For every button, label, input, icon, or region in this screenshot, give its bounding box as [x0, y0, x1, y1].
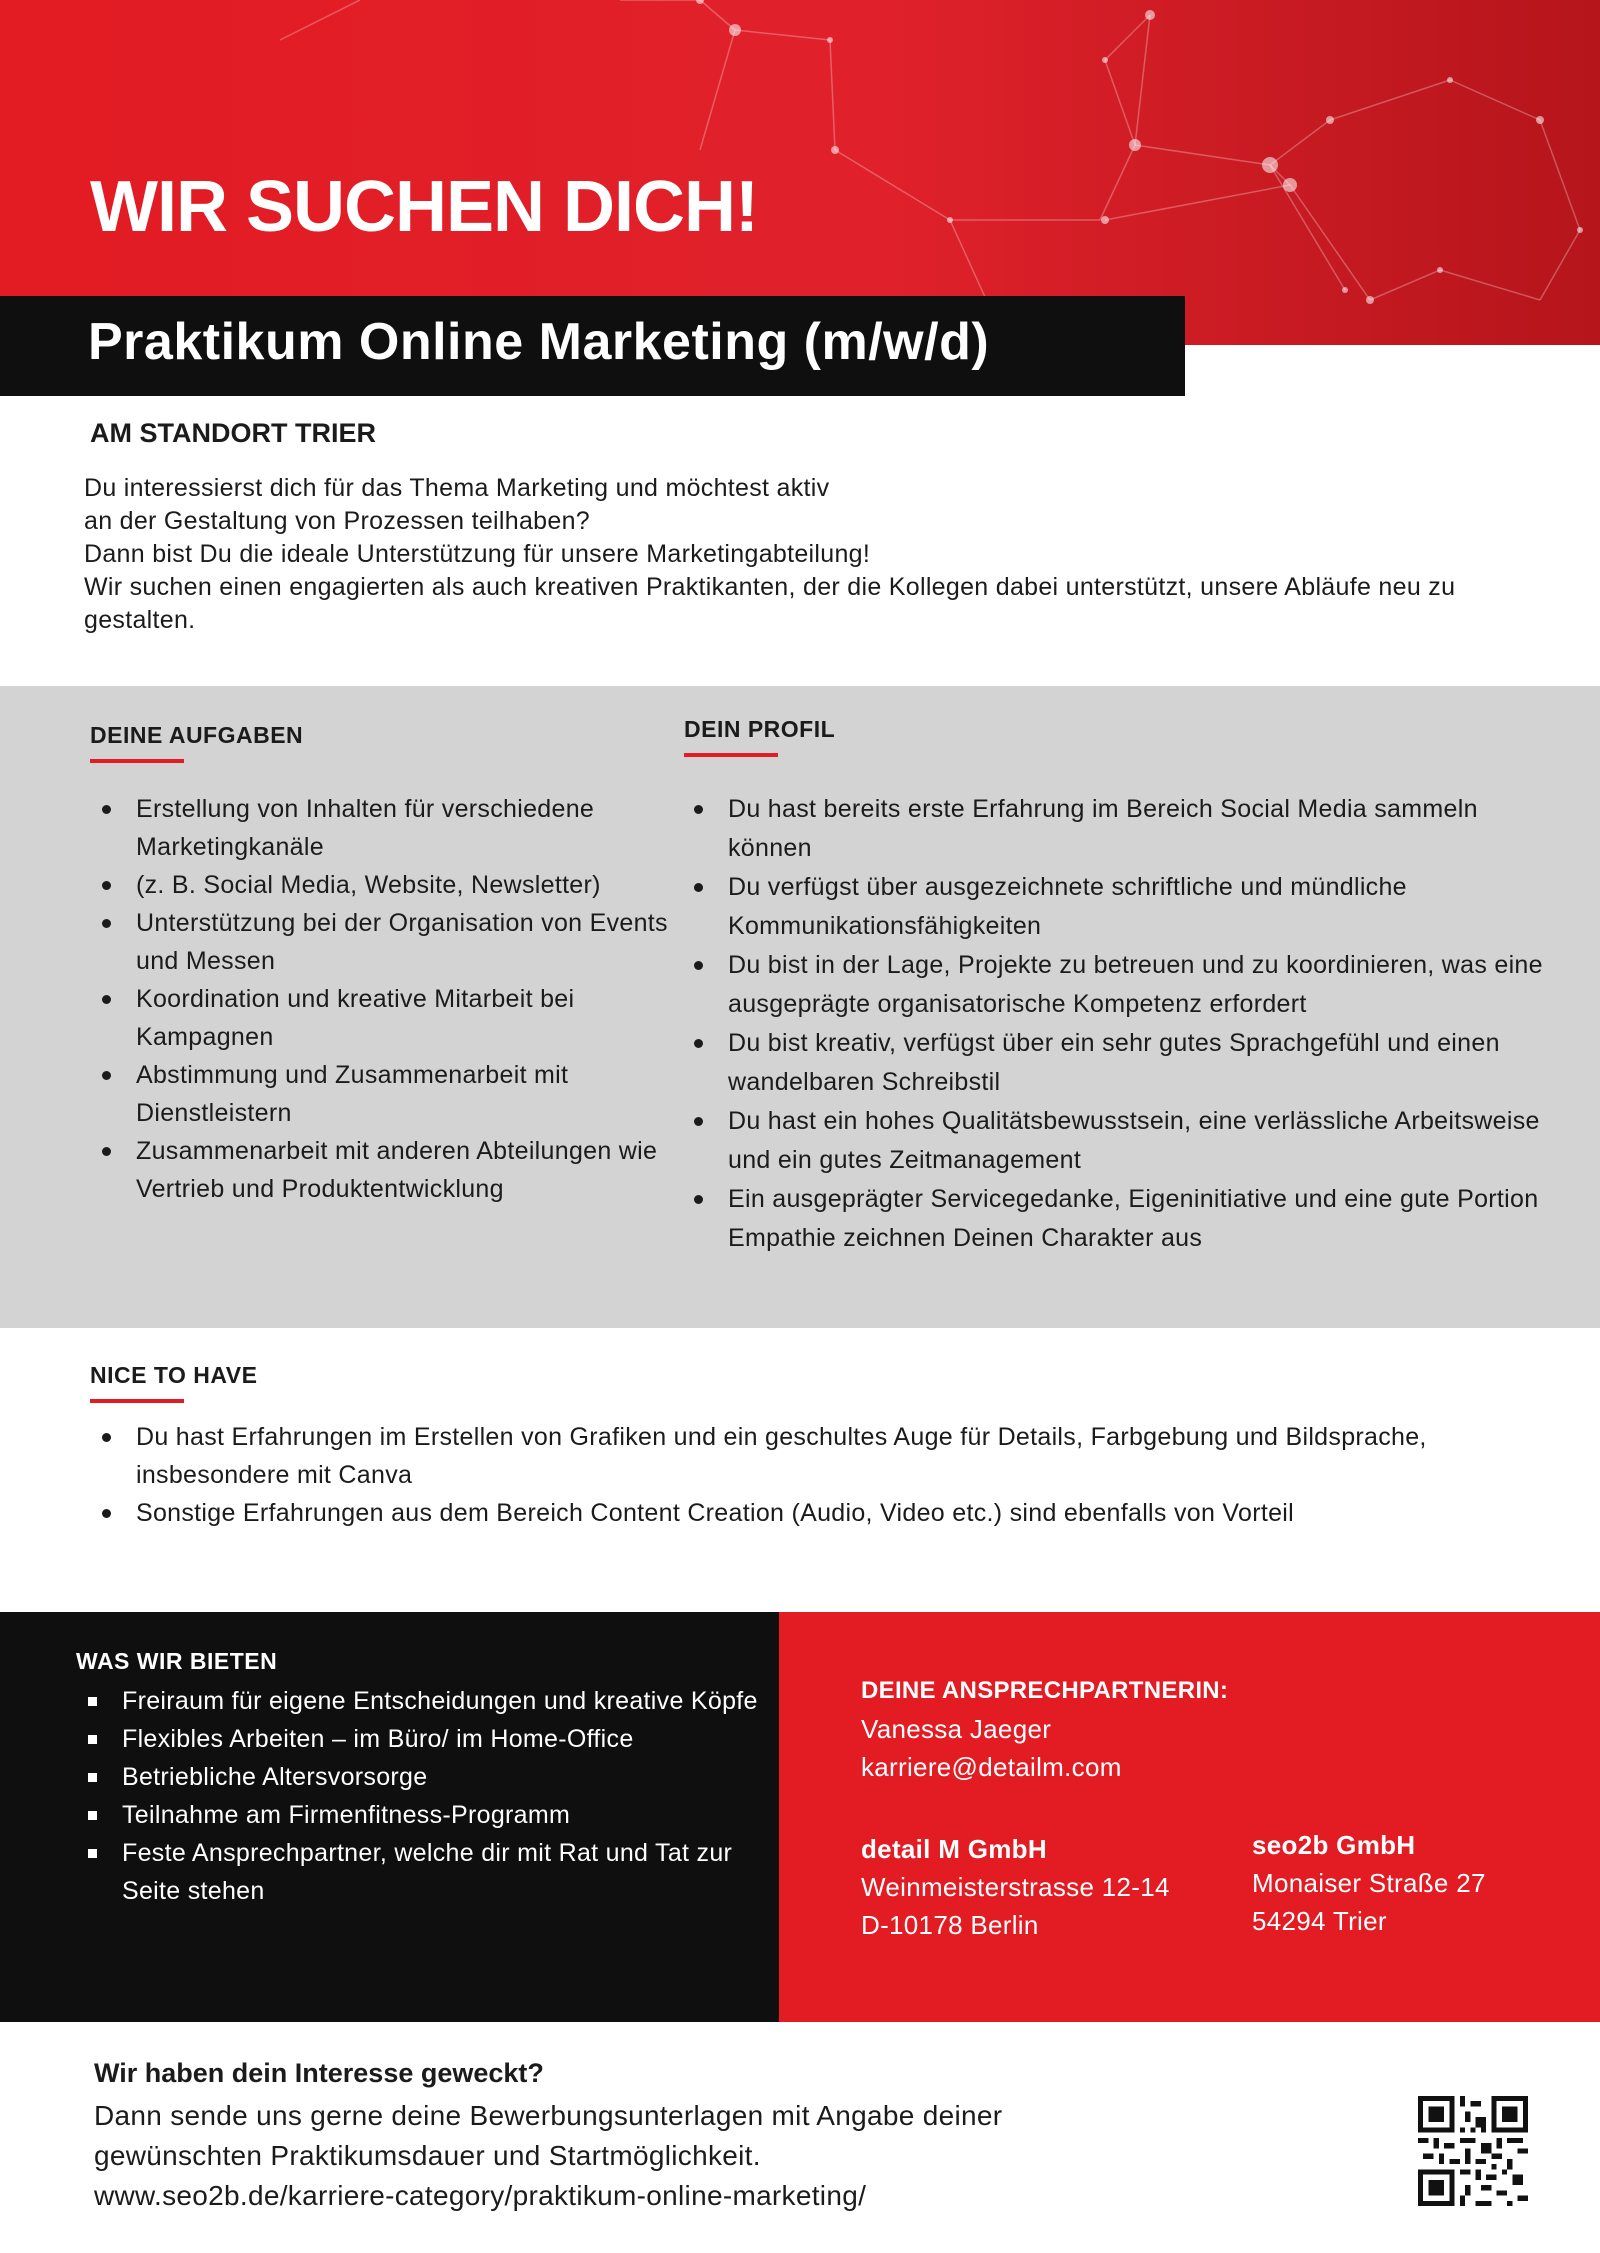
company-city: D-10178 Berlin [861, 1910, 1039, 1940]
footer-line: Dann sende uns gerne deine Bewerbungsunterlagen mit Angabe deiner [94, 2100, 1003, 2131]
list-item: Flexibles Arbeiten – im Büro/ im Home-Office [122, 1720, 762, 1758]
company-street: Monaiser Straße 27 [1252, 1868, 1486, 1898]
list-item: Erstellung von Inhalten für verschiedene Marketingkanäle [136, 790, 696, 866]
list-item: Feste Ansprechpartner, welche dir mit Rat und Tat zur Seite stehen [122, 1834, 762, 1910]
company-name: seo2b GmbH [1252, 1830, 1416, 1860]
list-item: Du hast bereits erste Erfahrung im Bereich Social Media sammeln können [728, 790, 1568, 868]
intro-text [84, 472, 1524, 637]
list-item: Koordination und kreative Mitarbeit bei Kampagnen [136, 980, 696, 1056]
company-detailm [861, 1830, 1221, 1944]
company-city: 54294 Trier [1252, 1906, 1387, 1936]
heading-underline [90, 759, 184, 763]
footer-text [94, 2096, 1294, 2216]
contact-name: Vanessa Jaeger [861, 1714, 1052, 1744]
list-item: Ein ausgeprägter Servicegedanke, Eigeninitiative und eine gute Portion Empathie zeichnen Deinen Charakter aus [728, 1180, 1568, 1258]
list-item: Abstimmung und Zusammenarbeit mit Dienstleistern [136, 1056, 696, 1132]
intro-line: an der Gestaltung von Prozessen teilhaben? [84, 507, 590, 535]
list-item: Du verfügst über ausgezeichnete schriftliche und mündliche Kommunikationsfähigkeiten [728, 868, 1568, 946]
contact-person [861, 1672, 1501, 1786]
list-item: Freiraum für eigene Entscheidungen und kreative Köpfe [122, 1682, 762, 1720]
intro-line: Dann bist Du die ideale Unterstützung für unsere Marketingabteilung! [84, 540, 871, 568]
company-street: Weinmeisterstrasse 12-14 [861, 1872, 1170, 1902]
profil-heading: DEIN PROFIL [684, 716, 835, 757]
location-label: AM STANDORT TRIER [90, 418, 376, 448]
intro-line: Wir suchen einen engagierten als auch kreativen Praktikanten, der die Kollegen dabei unterstützt, unsere Abläufe neu zu gestalten. [84, 573, 1456, 634]
aufgaben-heading: DEINE AUFGABEN [90, 722, 303, 763]
nice-to-have-list [90, 1418, 1436, 1532]
aufgaben-list [90, 790, 696, 1208]
list-item: Du hast ein hohes Qualitätsbewusstsein, eine verlässliche Arbeitsweise und ein gutes Zeitmanagement [728, 1102, 1568, 1180]
application-link[interactable]: www.seo2b.de/karriere-category/praktikum-online-marketing/ [94, 2180, 867, 2211]
profil-list [682, 790, 1568, 1258]
company-seo2b [1252, 1826, 1582, 1940]
list-item: (z. B. Social Media, Website, Newsletter) [136, 866, 696, 904]
list-item: Du bist kreativ, verfügst über ein sehr gutes Sprachgefühl und einen wandelbaren Schreibstil [728, 1024, 1568, 1102]
list-item: Sonstige Erfahrungen aus dem Bereich Content Creation (Audio, Video etc.) sind ebenfalls von Vorteil [136, 1494, 1436, 1532]
heading-underline [90, 1399, 184, 1403]
list-item: Du hast Erfahrungen im Erstellen von Grafiken und ein geschultes Auge für Details, Farbgebung und Bildsprache, insbesondere mit Canva [136, 1418, 1436, 1494]
list-item: Teilnahme am Firmenfitness-Programm [122, 1796, 762, 1834]
job-title: Praktikum Online Marketing (m/w/d) [88, 313, 990, 371]
hero-banner [0, 0, 1600, 345]
headline: WIR SUCHEN DICH! [90, 167, 758, 247]
heading-underline [684, 753, 778, 757]
qr-code-icon[interactable] [1418, 2096, 1528, 2206]
contact-email-link[interactable]: karriere@detailm.com [861, 1752, 1122, 1782]
footer-line: gewünschten Praktikumsdauer und Startmöglichkeit. [94, 2140, 761, 2171]
contact-heading: DEINE ANSPRECHPARTNERIN: [861, 1677, 1229, 1704]
list-item: Unterstützung bei der Organisation von Events und Messen [136, 904, 696, 980]
list-item: Zusammenarbeit mit anderen Abteilungen wie Vertrieb und Produktentwicklung [136, 1132, 696, 1208]
footer-question: Wir haben dein Interesse geweckt? [94, 2058, 544, 2088]
benefits-heading: WAS WIR BIETEN [76, 1648, 278, 1674]
intro-line: Du interessierst dich für das Thema Marketing und möchtest aktiv [84, 474, 830, 502]
list-item: Du bist in der Lage, Projekte zu betreuen und zu koordinieren, was eine ausgeprägte organisatorische Kompetenz erfordert [728, 946, 1568, 1024]
benefits-list [76, 1682, 762, 1910]
company-name: detail M GmbH [861, 1834, 1047, 1864]
list-item: Betriebliche Altersvorsorge [122, 1758, 762, 1796]
nice-to-have-heading: NICE TO HAVE [90, 1362, 257, 1403]
